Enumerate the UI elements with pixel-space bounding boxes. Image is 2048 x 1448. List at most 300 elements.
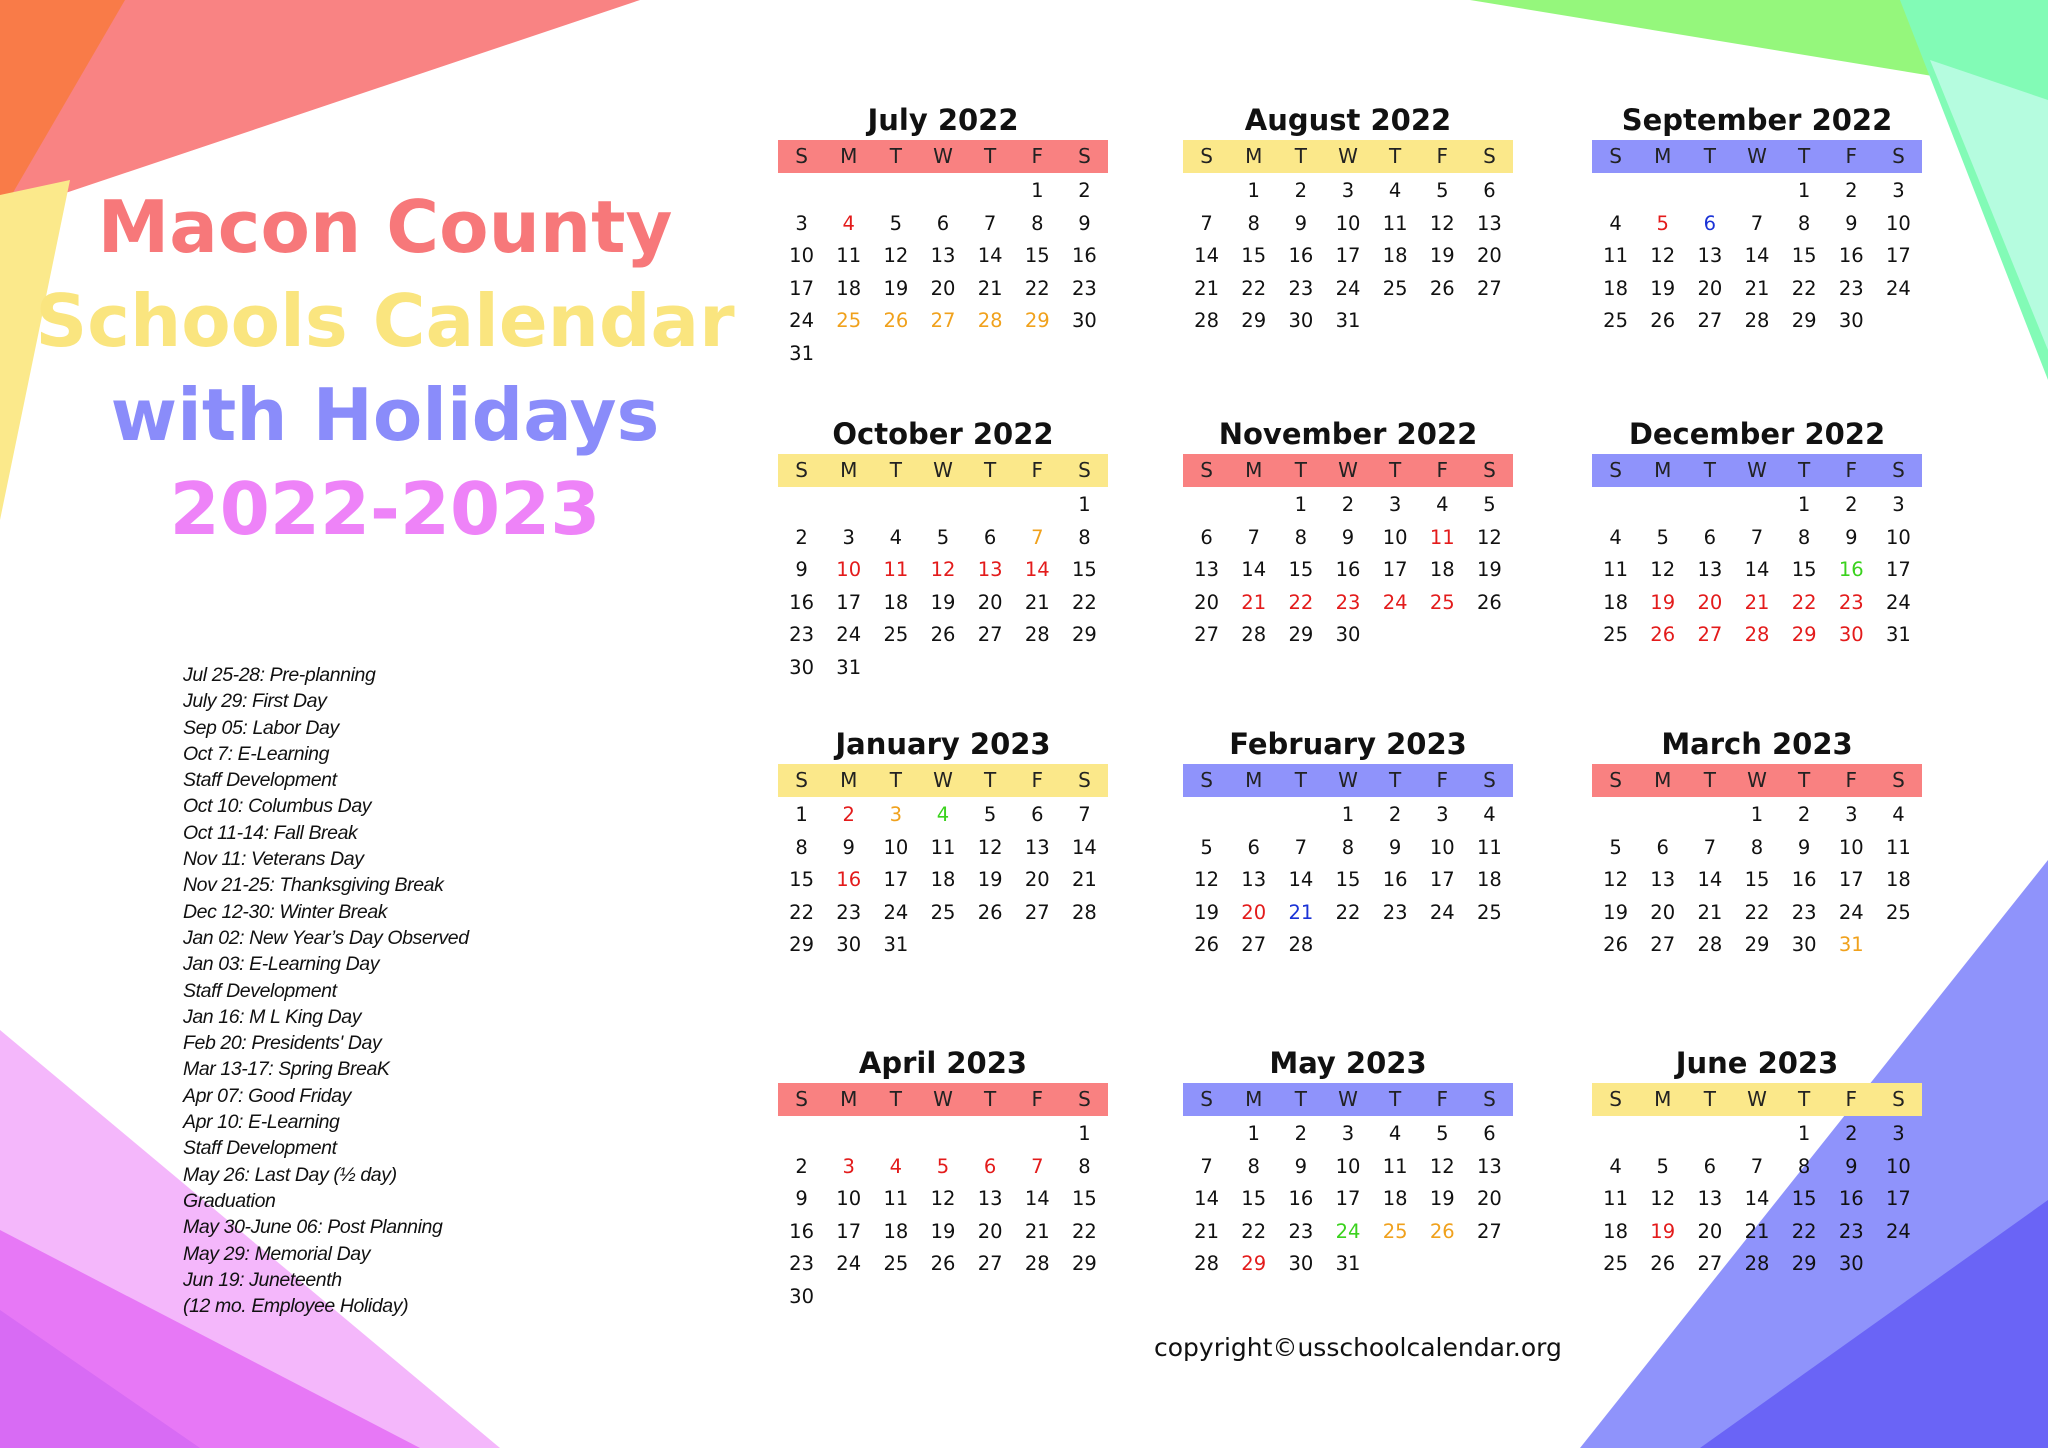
weekday-label: M: [1245, 768, 1263, 792]
day-cell: 25: [1382, 1219, 1408, 1243]
day-cell: 6: [1703, 1154, 1717, 1178]
day-cell: 28: [1744, 623, 1770, 647]
day-cell: 31: [1335, 309, 1361, 333]
day-cell: 9: [1845, 525, 1858, 549]
day-grid: [778, 1118, 1108, 1314]
day-cell: 12: [1650, 1187, 1676, 1211]
day-cell: 6: [1031, 803, 1044, 826]
day-cell: 6: [1200, 525, 1213, 549]
day-cell: 8: [1247, 211, 1260, 235]
day-cell: 8: [1078, 525, 1091, 549]
weekday-label: F: [1845, 144, 1858, 168]
day-cell: 22: [1791, 276, 1817, 300]
weekday-label: S: [1609, 768, 1622, 792]
day-grid: [1592, 175, 1922, 338]
weekday-label: S: [1609, 1087, 1622, 1111]
weekday-label: T: [889, 768, 902, 792]
day-cell: 10: [1886, 1154, 1911, 1178]
month-june-2023: [1592, 1043, 1922, 1281]
holiday-item: July 29: First Day: [183, 690, 327, 713]
day-cell: 13: [1477, 211, 1502, 235]
weekday-label: S: [795, 458, 808, 482]
month-title: November 2022: [1218, 417, 1478, 451]
day-cell: 9: [1845, 211, 1858, 235]
day-cell: 14: [1194, 1187, 1219, 1211]
day-cell: 18: [1429, 558, 1455, 582]
day-cell: 21: [1744, 276, 1770, 300]
day-cell: 7: [1750, 525, 1764, 549]
day-cell: 14: [1024, 558, 1050, 582]
day-cell: 2: [842, 803, 855, 826]
day-cell: 4: [936, 803, 950, 826]
day-cell: 2: [1388, 803, 1402, 826]
day-cell: 2: [795, 1154, 808, 1178]
day-empty: [825, 489, 872, 522]
day-cell: 7: [1294, 835, 1308, 859]
month-title: October 2022: [832, 417, 1054, 451]
day-cell: 22: [1744, 900, 1770, 924]
day-cell: 25: [1886, 900, 1911, 924]
weekday-label: F: [1031, 768, 1044, 792]
month-title: June 2023: [1675, 1046, 1839, 1080]
weekday-label: F: [1436, 768, 1449, 792]
day-cell: 16: [1072, 244, 1097, 268]
day-grid: [1183, 175, 1513, 338]
day-cell: 16: [836, 868, 862, 892]
day-cell: 3: [795, 211, 808, 235]
weekday-label: S: [1200, 768, 1213, 792]
holiday-list: [183, 662, 469, 1319]
day-cell: 29: [1024, 309, 1050, 333]
day-cell: 4: [1388, 1122, 1402, 1145]
day-cell: 13: [1477, 1154, 1502, 1178]
day-cell: 29: [1744, 933, 1770, 957]
day-cell: 30: [789, 655, 814, 679]
weekday-label: F: [1436, 144, 1449, 168]
day-cell: 3: [1892, 179, 1905, 202]
day-cell: 12: [1650, 558, 1676, 582]
month-title: May 2023: [1269, 1046, 1427, 1080]
day-cell: 11: [1382, 211, 1408, 235]
day-cell: 17: [1886, 1187, 1911, 1211]
day-empty: [1277, 799, 1324, 832]
weekday-label: T: [889, 144, 902, 168]
day-cell: 17: [836, 1219, 862, 1243]
day-cell: 13: [930, 244, 956, 268]
day-empty: [872, 1118, 919, 1151]
day-cell: 16: [1335, 558, 1361, 582]
day-cell: 10: [1886, 525, 1911, 549]
day-empty: [872, 175, 919, 208]
weekday-header: [1183, 764, 1513, 797]
day-cell: 3: [889, 803, 903, 826]
day-empty: [967, 489, 1014, 522]
day-cell: 13: [1241, 868, 1267, 892]
month-title: January 2023: [835, 727, 1051, 761]
weekday-label: W: [1338, 1087, 1358, 1111]
day-cell: 28: [977, 309, 1003, 333]
weekday-label: T: [1703, 144, 1716, 168]
day-empty: [825, 1118, 872, 1151]
day-empty: [1639, 799, 1686, 832]
day-cell: 28: [1697, 933, 1723, 957]
day-empty: [1183, 1118, 1230, 1151]
day-cell: 22: [789, 900, 814, 924]
month-february-2023: [1183, 724, 1513, 962]
day-cell: 27: [977, 623, 1003, 647]
day-cell: 15: [1791, 1187, 1817, 1211]
day-empty: [1639, 489, 1686, 522]
day-cell: 25: [1429, 590, 1455, 614]
day-cell: 21: [1024, 590, 1050, 614]
day-empty: [919, 1118, 966, 1151]
day-cell: 31: [789, 341, 814, 365]
day-cell: 2: [1845, 493, 1858, 516]
day-grid: [778, 175, 1108, 371]
weekday-label: T: [1294, 1087, 1307, 1111]
day-empty: [1183, 175, 1230, 208]
weekday-label: T: [1294, 768, 1307, 792]
day-cell: 25: [930, 900, 956, 924]
day-cell: 17: [1429, 868, 1455, 892]
day-grid: [1183, 1118, 1513, 1281]
holiday-item: Mar 13-17: Spring BreaK: [183, 1058, 390, 1081]
title-line-2: Schools Calendar: [35, 279, 735, 363]
day-grid: [778, 799, 1108, 962]
weekday-header: [778, 140, 1108, 173]
day-cell: 8: [1797, 1154, 1811, 1178]
day-cell: 26: [1429, 1219, 1455, 1243]
day-cell: 27: [1697, 623, 1723, 647]
holiday-item: Staff Development: [183, 769, 337, 792]
day-cell: 4: [889, 525, 903, 549]
day-cell: 14: [1241, 558, 1267, 582]
day-cell: 22: [1072, 1219, 1097, 1243]
day-empty: [778, 175, 825, 208]
weekday-label: S: [1483, 1087, 1496, 1111]
day-grid: [1592, 489, 1922, 652]
day-cell: 16: [1288, 244, 1314, 268]
day-cell: 20: [1024, 868, 1050, 892]
day-cell: 19: [1603, 900, 1628, 924]
day-cell: 1: [795, 803, 808, 826]
month-title: December 2022: [1628, 417, 1886, 451]
holiday-item: Feb 20: Presidents' Day: [183, 1032, 382, 1055]
day-cell: 14: [1024, 1187, 1050, 1211]
day-cell: 25: [1603, 309, 1628, 333]
weekday-label: F: [1845, 768, 1858, 792]
weekday-header: [778, 454, 1108, 487]
day-cell: 4: [1609, 525, 1622, 549]
day-cell: 5: [1656, 211, 1669, 235]
day-cell: 4: [1609, 211, 1622, 235]
holiday-item: Nov 11: Veterans Day: [183, 848, 364, 871]
day-cell: 19: [1477, 558, 1502, 582]
day-cell: 20: [1477, 244, 1502, 268]
weekday-label: M: [1654, 458, 1672, 482]
day-cell: 13: [1650, 868, 1676, 892]
day-cell: 7: [1078, 803, 1091, 826]
day-cell: 25: [883, 623, 909, 647]
weekday-label: T: [1389, 768, 1402, 792]
weekday-label: S: [795, 1087, 808, 1111]
day-cell: 7: [1247, 525, 1260, 549]
day-cell: 3: [1341, 179, 1355, 202]
day-grid: [1183, 799, 1513, 962]
day-cell: 2: [1797, 803, 1811, 826]
holiday-item: Apr 07: Good Friday: [183, 1084, 351, 1107]
day-cell: 20: [1697, 276, 1723, 300]
weekday-label: S: [1892, 458, 1905, 482]
day-cell: 27: [1477, 1219, 1502, 1243]
weekday-label: T: [984, 768, 997, 792]
day-cell: 2: [1845, 1122, 1858, 1145]
day-cell: 28: [1024, 623, 1050, 647]
month-september-2022: [1592, 100, 1922, 338]
day-cell: 26: [930, 623, 956, 647]
day-empty: [778, 1118, 825, 1151]
holiday-item: Oct 11-14: Fall Break: [183, 821, 358, 844]
day-cell: 27: [1650, 933, 1676, 957]
weekday-label: M: [1245, 1087, 1263, 1111]
month-march-2023: [1592, 724, 1922, 962]
day-cell: 21: [977, 276, 1003, 300]
holiday-item: Oct 7: E-Learning: [183, 742, 330, 765]
weekday-label: F: [1031, 458, 1044, 482]
holiday-item: Apr 10: E-Learning: [183, 1111, 340, 1134]
day-cell: 24: [1382, 590, 1408, 614]
day-cell: 19: [1650, 276, 1676, 300]
day-cell: 21: [1288, 900, 1314, 924]
day-cell: 10: [883, 835, 909, 859]
day-cell: 13: [1697, 1187, 1723, 1211]
day-cell: 6: [1703, 211, 1717, 235]
day-cell: 31: [1838, 933, 1864, 957]
day-cell: 1: [1078, 493, 1091, 516]
day-empty: [919, 489, 966, 522]
day-cell: 6: [1703, 525, 1717, 549]
day-cell: 19: [1650, 1219, 1676, 1243]
holiday-item: Jan 03: E-Learning Day: [183, 953, 380, 976]
day-cell: 16: [1382, 868, 1408, 892]
day-cell: 12: [1429, 211, 1455, 235]
day-cell: 7: [1750, 1154, 1764, 1178]
day-cell: 23: [1838, 276, 1864, 300]
day-cell: 29: [1791, 309, 1817, 333]
day-cell: 4: [889, 1154, 903, 1178]
day-cell: 9: [842, 835, 855, 859]
day-cell: 8: [1797, 211, 1811, 235]
weekday-label: T: [1294, 144, 1307, 168]
day-cell: 28: [1024, 1252, 1050, 1276]
day-cell: 7: [1031, 525, 1044, 549]
weekday-label: M: [1245, 458, 1263, 482]
day-cell: 22: [1288, 590, 1314, 614]
day-cell: 19: [883, 276, 909, 300]
day-empty: [1592, 489, 1639, 522]
day-cell: 10: [1838, 835, 1864, 859]
day-cell: 3: [1436, 803, 1449, 826]
month-october-2022: [778, 414, 1108, 685]
weekday-label: M: [840, 458, 858, 482]
day-cell: 20: [1697, 1219, 1723, 1243]
day-cell: 1: [1078, 1122, 1091, 1145]
day-cell: 28: [1194, 309, 1219, 333]
day-cell: 11: [1382, 1154, 1408, 1178]
day-cell: 25: [1603, 1252, 1628, 1276]
day-cell: 9: [1294, 211, 1308, 235]
weekday-label: T: [1389, 1087, 1402, 1111]
day-cell: 12: [977, 835, 1003, 859]
calendar-title: [0, 180, 770, 556]
day-empty: [1686, 799, 1733, 832]
day-cell: 26: [1477, 590, 1502, 614]
day-cell: 19: [1429, 1187, 1455, 1211]
day-empty: [1639, 175, 1686, 208]
weekday-label: S: [1483, 768, 1496, 792]
day-cell: 14: [1744, 558, 1770, 582]
day-cell: 17: [1382, 558, 1408, 582]
day-cell: 8: [1031, 211, 1044, 235]
weekday-label: M: [1654, 768, 1672, 792]
weekday-label: W: [1338, 768, 1358, 792]
weekday-label: T: [984, 1087, 997, 1111]
day-cell: 22: [1072, 590, 1097, 614]
day-cell: 4: [1483, 803, 1496, 826]
day-cell: 30: [1838, 1252, 1864, 1276]
day-cell: 1: [1247, 1122, 1260, 1145]
day-cell: 5: [1656, 525, 1669, 549]
day-cell: 26: [1603, 933, 1628, 957]
month-january-2023: [778, 724, 1108, 962]
day-cell: 11: [883, 1187, 909, 1211]
day-cell: 11: [1603, 244, 1628, 268]
weekday-label: W: [1747, 768, 1767, 792]
weekday-label: F: [1436, 1087, 1449, 1111]
weekday-label: W: [1338, 144, 1358, 168]
weekday-label: S: [1609, 144, 1622, 168]
day-cell: 27: [1024, 900, 1050, 924]
month-title: February 2023: [1229, 727, 1467, 761]
month-title: September 2022: [1621, 103, 1893, 137]
day-cell: 18: [883, 590, 909, 614]
day-cell: 1: [1797, 1122, 1811, 1145]
day-cell: 28: [1072, 900, 1097, 924]
day-cell: 9: [1294, 1154, 1308, 1178]
day-cell: 29: [1072, 623, 1097, 647]
day-empty: [1230, 799, 1277, 832]
day-cell: 5: [1200, 835, 1213, 859]
day-empty: [1592, 799, 1639, 832]
day-cell: 14: [1194, 244, 1219, 268]
day-cell: 28: [1288, 933, 1314, 957]
day-cell: 16: [1838, 244, 1864, 268]
weekday-label: W: [933, 458, 953, 482]
day-cell: 13: [1697, 244, 1723, 268]
weekday-label: S: [1892, 768, 1905, 792]
weekday-label: F: [1845, 1087, 1858, 1111]
day-empty: [1592, 1118, 1639, 1151]
day-cell: 8: [1247, 1154, 1260, 1178]
day-cell: 30: [1838, 623, 1864, 647]
weekday-label: S: [1078, 768, 1091, 792]
day-empty: [1686, 1118, 1733, 1151]
day-cell: 23: [1072, 276, 1097, 300]
day-grid: [1592, 1118, 1922, 1281]
day-cell: 2: [795, 525, 808, 549]
weekday-label: M: [840, 144, 858, 168]
day-cell: 18: [1603, 276, 1628, 300]
day-cell: 28: [1194, 1252, 1219, 1276]
day-cell: 15: [1288, 558, 1314, 582]
weekday-header: [778, 1083, 1108, 1116]
day-cell: 18: [1603, 1219, 1628, 1243]
month-august-2022: [1183, 100, 1513, 338]
day-cell: 29: [1241, 1252, 1267, 1276]
weekday-label: S: [1078, 144, 1091, 168]
day-cell: 15: [1072, 558, 1097, 582]
weekday-label: S: [1609, 458, 1622, 482]
day-cell: 14: [1697, 868, 1723, 892]
day-cell: 5: [1436, 179, 1449, 202]
day-cell: 15: [1241, 1187, 1267, 1211]
day-cell: 11: [930, 835, 956, 859]
day-cell: 4: [1609, 1154, 1622, 1178]
day-cell: 15: [1024, 244, 1050, 268]
weekday-header: [1183, 1083, 1513, 1116]
day-cell: 2: [1294, 179, 1308, 202]
day-cell: 13: [977, 558, 1003, 582]
holiday-item: Staff Development: [183, 1137, 337, 1160]
day-cell: 27: [1477, 276, 1502, 300]
day-cell: 24: [1886, 276, 1911, 300]
weekday-label: F: [1436, 458, 1449, 482]
day-cell: 2: [1078, 179, 1091, 202]
weekday-header: [1592, 140, 1922, 173]
day-cell: 30: [1288, 1252, 1314, 1276]
day-cell: 1: [1750, 803, 1764, 826]
copyright-text: copyright©usschoolcalendar.org: [1154, 1333, 1562, 1362]
day-grid: [1592, 799, 1922, 962]
day-cell: 2: [1341, 493, 1355, 516]
weekday-label: S: [1892, 1087, 1905, 1111]
day-cell: 5: [1436, 1122, 1449, 1145]
day-cell: 22: [1791, 590, 1817, 614]
day-cell: 27: [1194, 623, 1219, 647]
day-empty: [825, 175, 872, 208]
day-cell: 25: [836, 309, 862, 333]
day-cell: 5: [936, 1154, 950, 1178]
day-cell: 18: [1382, 244, 1408, 268]
day-cell: 10: [789, 244, 814, 268]
weekday-label: T: [984, 144, 997, 168]
day-cell: 14: [1072, 835, 1097, 859]
month-title: August 2022: [1244, 103, 1452, 137]
weekday-label: M: [1654, 144, 1672, 168]
day-cell: 6: [936, 211, 950, 235]
day-cell: 12: [1650, 244, 1676, 268]
weekday-label: T: [1798, 768, 1811, 792]
day-cell: 23: [1838, 590, 1864, 614]
weekday-label: T: [1703, 1087, 1716, 1111]
day-cell: 24: [1429, 900, 1455, 924]
day-cell: 7: [1200, 1154, 1213, 1178]
day-cell: 28: [1241, 623, 1267, 647]
holiday-item: Sep 05: Labor Day: [183, 716, 339, 739]
weekday-label: T: [1703, 458, 1716, 482]
day-cell: 7: [1200, 211, 1213, 235]
month-july-2022: [778, 100, 1108, 371]
